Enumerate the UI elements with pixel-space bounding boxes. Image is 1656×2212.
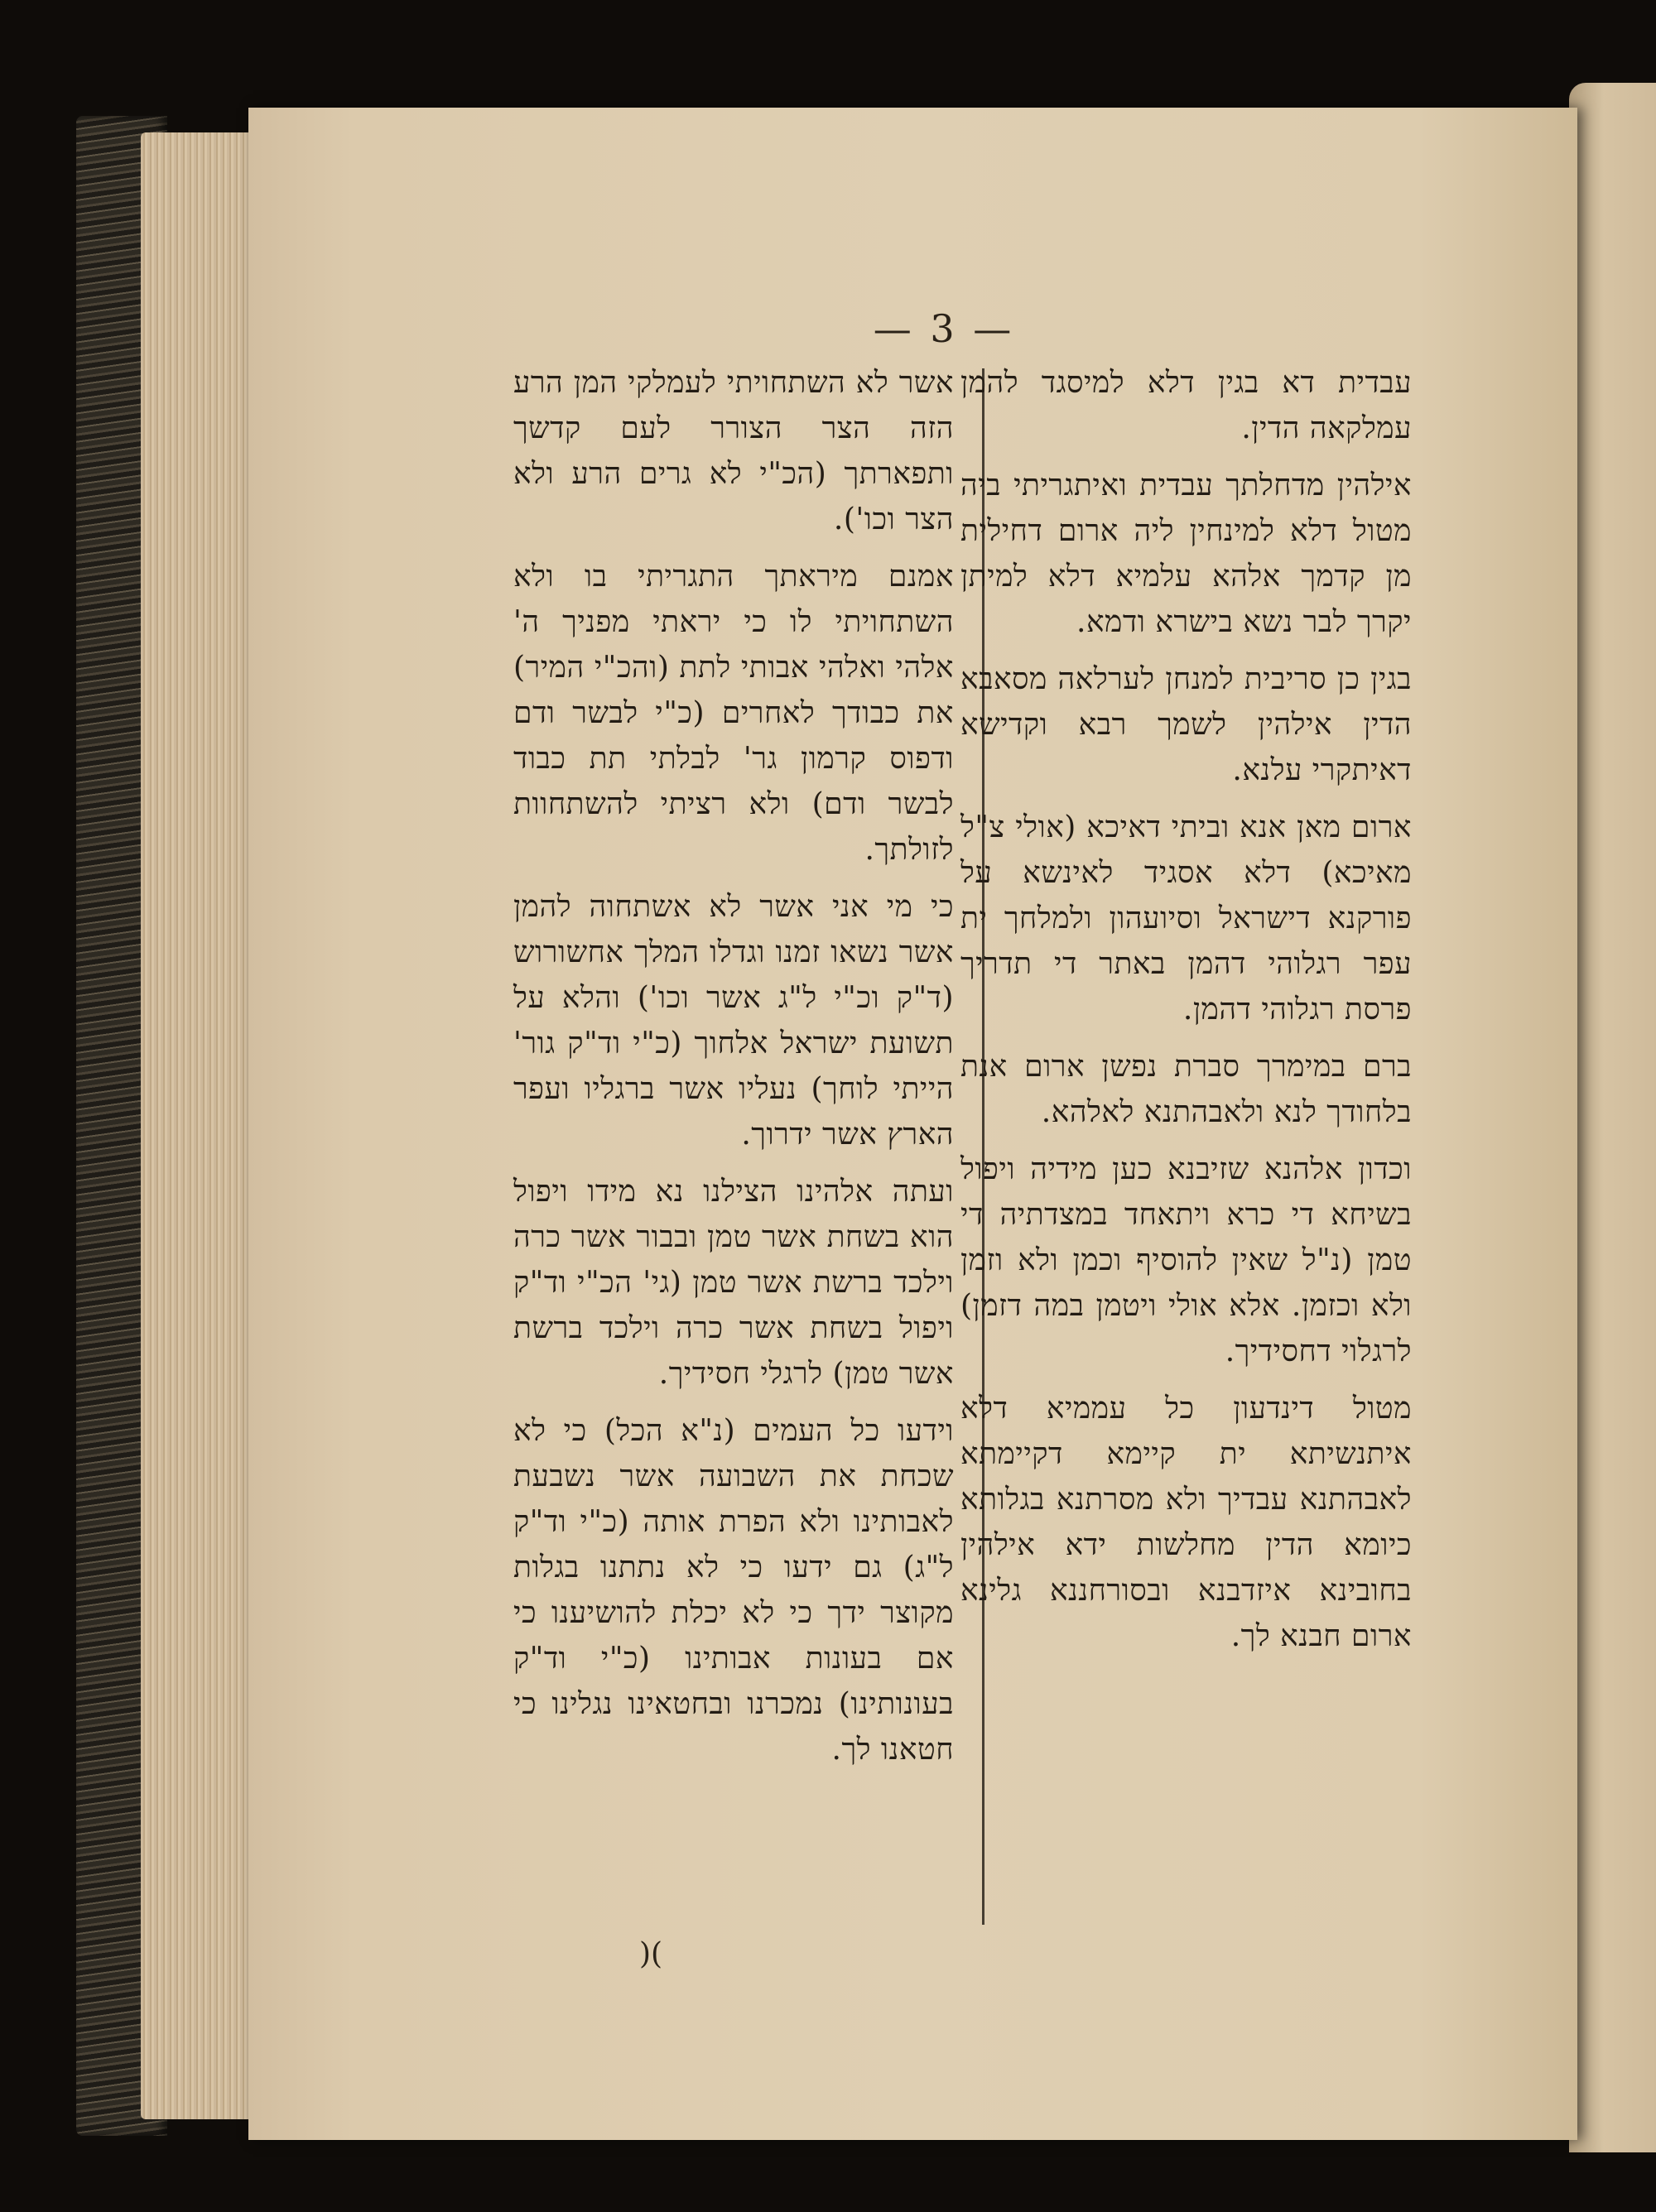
paragraph: אשר לא השתחויתי לעמלקי המן הרע הזה הצר הצורר לעם קדשך ותפארתך (הכ"י לא גרים הרע ולא הצר וכו'). <box>513 366 954 536</box>
paragraph: ועתה אלהינו הצילנו נא מידו ויפול הוא בשחת אשר טמן ובבור אשר כרה וילכד ברשת אשר טמן (גי' הכ"י וד"ק ויפול בשחת אשר כרה וילכד ברשת אשר טמן) לרגלי חסידיך. <box>513 1175 954 1391</box>
right-column <box>960 360 1412 1671</box>
page-block-edge <box>141 132 265 2119</box>
facing-page-edge <box>1569 83 1656 2152</box>
paragraph: כי מי אני אשר לא אשתחוה להמן אשר נשאו זמנו וגדלו המלך אחשורוש (ד"ק וכ"י ל"ג אשר וכו') והלא על תשועת ישראל אלחוך (כ"י וד"ק גור' הייתי לוחך) נעליו אשר ברגליו ועפר הארץ אשר ידרוך. <box>513 890 954 1152</box>
paragraph: מטול דינדעון כל עממיא דלא איתנשיתא ית קיימא דקיימתא לאבהתנא עבדיך ולא מסרתנא בגלותא כיומא הדין מחלשות ידא אילהין בחובינא איזדבנא ובסורחננא גלינא ארום חבנא לך. <box>960 1392 1412 1653</box>
paragraph: ברם במימרך סברת נפשן ארום אנת בלחודך לנא ולאבהתנא לאלהא. <box>960 1050 1412 1129</box>
paragraph: בגין כן סריבית למנחן לערלאה מסאבא הדין אילהין לשמך רבא וקדישא דאיתקרי עלנא. <box>960 662 1412 787</box>
paragraph: אמנם מיראתך התגריתי בו ולא השתחויתי לו כי יראתי מפניך ה' אלהי ואלהי אבותי לתת (והכ"י המיר) את כבודך לאחרים (כ"י לבשר ודם ודפוס קרמון גר' לבלתי תת כבוד לבשר ודם) ולא רציתי להשתחוות לזולתך. <box>513 560 954 867</box>
paragraph: וידעו כל העמים (נ"א הכל) כי לא שכחת את השבועה אשר נשבעת לאבותינו ולא הפרת אותה (כ"י וד"ק ל"ג) גם ידעו כי לא נתתנו בגלות מקוצר ידך כי לא יכלת להושיענו כי אם בעונות אבותינו (כ"י וד"ק בעונותינו) נמכרנו ובחטאינו נגלינו כי חטאנו לך. <box>513 1414 954 1767</box>
paragraph: וכדון אלהנא שזיבנא כען מידיה ויפול בשיחא די כרא ויתאחד במצדתיה די טמן (נ"ל שאין להוסיף וכמן ולא וזמן ולא וכזמן. אלא אולי ויטמן במה דזמן) לרגלוי דחסידיך. <box>960 1152 1412 1368</box>
left-column <box>513 360 960 1784</box>
paragraph: אילהין מדחלתך עבדית ואיתגריתי ביה מטול דלא למינחין ליה ארום דחילית מן קדמך אלהא עלמיא דלא למיתן יקרך לבר נשא בישרא ודמא. <box>960 469 1412 639</box>
paragraph: עבדית דא בגין דלא למיסגד להמן עמלקאה הדין. <box>960 366 1412 445</box>
paragraph: ארום מאן אנא וביתי דאיכא (אולי צ"ל מאיכא) דלא אסגיד לאינשא על פורקנא דישראל וסיועהון ולמלחך ית עפר רגלוהי דהמן באתר די תדריך פרסת רגלוהי דהמן. <box>960 810 1412 1027</box>
page-number: — 3 — <box>873 306 1015 351</box>
footer-mark: )( <box>639 1937 663 1971</box>
